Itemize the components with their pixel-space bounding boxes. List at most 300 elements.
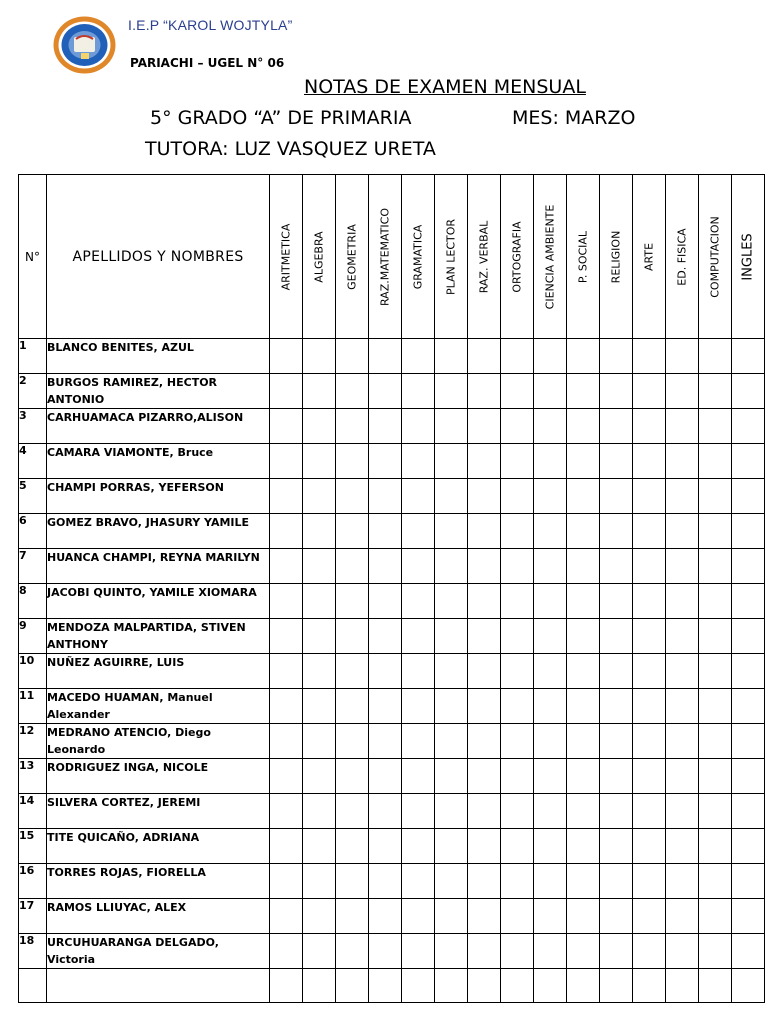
grade-cell[interactable] (270, 724, 303, 759)
grade-cell[interactable] (732, 654, 765, 689)
grade-cell[interactable] (633, 619, 666, 654)
grade-cell[interactable] (369, 759, 402, 794)
grade-cell[interactable] (567, 374, 600, 409)
empty-cell[interactable] (303, 969, 336, 1003)
grade-cell[interactable] (534, 479, 567, 514)
grade-cell[interactable] (501, 549, 534, 584)
grade-cell[interactable] (270, 794, 303, 829)
grade-cell[interactable] (534, 444, 567, 479)
student-name: BURGOS RAMIREZ, HECTOR ANTONIO (47, 374, 270, 409)
grade-cell[interactable] (468, 654, 501, 689)
grade-cell[interactable] (666, 864, 699, 899)
grade-cell[interactable] (336, 514, 369, 549)
grade-cell[interactable] (369, 549, 402, 584)
grade-cell[interactable] (600, 339, 633, 374)
grade-cell[interactable] (567, 619, 600, 654)
grade-cell[interactable] (270, 444, 303, 479)
grade-cell[interactable] (666, 444, 699, 479)
grade-cell[interactable] (402, 899, 435, 934)
grade-cell[interactable] (534, 689, 567, 724)
empty-cell[interactable] (19, 969, 47, 1003)
table-row-empty (19, 969, 765, 1003)
table-row (19, 584, 765, 619)
grade-cell[interactable] (303, 444, 336, 479)
grade-cell[interactable] (534, 409, 567, 444)
grade-cell[interactable] (369, 654, 402, 689)
grade-cell[interactable] (270, 339, 303, 374)
grade-cell[interactable] (699, 934, 732, 969)
grade-cell[interactable] (435, 339, 468, 374)
grade-cell[interactable] (600, 794, 633, 829)
grade-cell[interactable] (633, 479, 666, 514)
grade-cell[interactable] (270, 409, 303, 444)
grade-cell[interactable] (336, 339, 369, 374)
grade-cell[interactable] (303, 479, 336, 514)
empty-cell[interactable] (336, 969, 369, 1003)
grade-cell[interactable] (270, 899, 303, 934)
grade-cell[interactable] (303, 759, 336, 794)
grade-cell[interactable] (699, 514, 732, 549)
grade-cell[interactable] (732, 339, 765, 374)
grade-cell[interactable] (369, 689, 402, 724)
empty-cell[interactable] (534, 969, 567, 1003)
empty-cell[interactable] (369, 969, 402, 1003)
grade-cell[interactable] (501, 514, 534, 549)
grade-cell[interactable] (270, 864, 303, 899)
grade-cell[interactable] (336, 724, 369, 759)
grade-cell[interactable] (732, 864, 765, 899)
grade-cell[interactable] (369, 374, 402, 409)
grade-cell[interactable] (732, 514, 765, 549)
grade-cell[interactable] (303, 829, 336, 864)
grade-cell[interactable] (534, 864, 567, 899)
grade-cell[interactable] (666, 374, 699, 409)
student-name: BLANCO BENITES, AZUL (47, 339, 270, 374)
grade-cell[interactable] (600, 724, 633, 759)
grade-cell[interactable] (534, 549, 567, 584)
grade-cell[interactable] (732, 479, 765, 514)
grade-cell[interactable] (468, 759, 501, 794)
grade-cell[interactable] (303, 794, 336, 829)
grade-cell[interactable] (666, 689, 699, 724)
grade-cell[interactable] (402, 934, 435, 969)
grade-cell[interactable] (468, 409, 501, 444)
grade-cell[interactable] (303, 374, 336, 409)
grade-cell[interactable] (534, 759, 567, 794)
grade-cell[interactable] (732, 899, 765, 934)
empty-cell[interactable] (402, 969, 435, 1003)
grade-cell[interactable] (369, 794, 402, 829)
grade-cell[interactable] (435, 514, 468, 549)
grade-cell[interactable] (303, 409, 336, 444)
grade-cell[interactable] (369, 444, 402, 479)
grade-cell[interactable] (468, 794, 501, 829)
grade-cell[interactable] (435, 549, 468, 584)
grade-cell[interactable] (369, 724, 402, 759)
grade-cell[interactable] (600, 864, 633, 899)
grade-cell[interactable] (468, 934, 501, 969)
grade-cell[interactable] (600, 584, 633, 619)
grade-cell[interactable] (567, 514, 600, 549)
grade-cell[interactable] (699, 619, 732, 654)
grade-cell[interactable] (303, 864, 336, 899)
grade-cell[interactable] (369, 479, 402, 514)
student-number: 4 (19, 444, 47, 479)
grade-cell[interactable] (435, 689, 468, 724)
grade-cell[interactable] (402, 584, 435, 619)
grade-cell[interactable] (402, 864, 435, 899)
empty-cell[interactable] (270, 969, 303, 1003)
grade-cell[interactable] (369, 899, 402, 934)
grade-cell[interactable] (501, 409, 534, 444)
grade-cell[interactable] (699, 794, 732, 829)
grade-cell[interactable] (303, 514, 336, 549)
grade-cell[interactable] (567, 864, 600, 899)
grade-cell[interactable] (501, 759, 534, 794)
grade-cell[interactable] (369, 864, 402, 899)
grade-cell[interactable] (303, 934, 336, 969)
grade-cell[interactable] (600, 619, 633, 654)
grade-cell[interactable] (567, 934, 600, 969)
grade-cell[interactable] (534, 899, 567, 934)
grade-cell[interactable] (369, 339, 402, 374)
grade-cell[interactable] (666, 584, 699, 619)
grade-cell[interactable] (534, 619, 567, 654)
grade-cell[interactable] (435, 584, 468, 619)
grade-cell[interactable] (633, 584, 666, 619)
grade-cell[interactable] (699, 864, 732, 899)
grade-cell[interactable] (534, 829, 567, 864)
grade-cell[interactable] (534, 514, 567, 549)
grade-cell[interactable] (435, 794, 468, 829)
grade-cell[interactable] (336, 619, 369, 654)
grade-cell[interactable] (336, 584, 369, 619)
grade-cell[interactable] (402, 374, 435, 409)
grade-cell[interactable] (567, 584, 600, 619)
grade-cell[interactable] (633, 724, 666, 759)
grade-cell[interactable] (567, 794, 600, 829)
grade-cell[interactable] (501, 479, 534, 514)
grade-cell[interactable] (567, 654, 600, 689)
grade-cell[interactable] (567, 339, 600, 374)
grade-cell[interactable] (336, 689, 369, 724)
grade-cell[interactable] (402, 619, 435, 654)
grade-cell[interactable] (600, 899, 633, 934)
grade-cell[interactable] (567, 444, 600, 479)
grade-cell[interactable] (303, 584, 336, 619)
grade-cell[interactable] (501, 654, 534, 689)
grade-cell[interactable] (732, 724, 765, 759)
grade-cell[interactable] (402, 339, 435, 374)
grade-cell[interactable] (567, 689, 600, 724)
grade-cell[interactable] (534, 374, 567, 409)
grade-cell[interactable] (633, 794, 666, 829)
grade-cell[interactable] (501, 934, 534, 969)
grade-cell[interactable] (732, 794, 765, 829)
grade-cell[interactable] (369, 409, 402, 444)
grade-cell[interactable] (633, 689, 666, 724)
grade-cell[interactable] (600, 829, 633, 864)
grade-cell[interactable] (468, 864, 501, 899)
grade-cell[interactable] (501, 864, 534, 899)
grade-cell[interactable] (336, 654, 369, 689)
grade-cell[interactable] (468, 339, 501, 374)
grade-cell[interactable] (567, 899, 600, 934)
grade-cell[interactable] (402, 479, 435, 514)
subject-label: ARITMETICA (279, 223, 293, 290)
grade-cell[interactable] (369, 934, 402, 969)
grade-cell[interactable] (402, 654, 435, 689)
grade-cell[interactable] (468, 479, 501, 514)
grade-cell[interactable] (336, 409, 369, 444)
grade-cell[interactable] (435, 934, 468, 969)
subject-label: COMPUTACION (708, 215, 722, 298)
grade-cell[interactable] (732, 829, 765, 864)
grade-cell[interactable] (666, 934, 699, 969)
grade-cell[interactable] (600, 934, 633, 969)
grade-cell[interactable] (501, 374, 534, 409)
grade-cell[interactable] (633, 409, 666, 444)
grade-cell[interactable] (336, 444, 369, 479)
grade-cell[interactable] (732, 934, 765, 969)
grade-cell[interactable] (336, 374, 369, 409)
grade-cell[interactable] (270, 654, 303, 689)
grade-cell[interactable] (468, 689, 501, 724)
grade-cell[interactable] (699, 829, 732, 864)
grade-cell[interactable] (468, 444, 501, 479)
grade-cell[interactable] (336, 794, 369, 829)
grade-cell[interactable] (534, 934, 567, 969)
grade-cell[interactable] (468, 514, 501, 549)
grade-cell[interactable] (567, 724, 600, 759)
grade-cell[interactable] (336, 899, 369, 934)
grade-cell[interactable] (732, 689, 765, 724)
grade-cell[interactable] (435, 444, 468, 479)
grade-cell[interactable] (633, 654, 666, 689)
grade-cell[interactable] (270, 934, 303, 969)
grade-cell[interactable] (534, 724, 567, 759)
grade-cell[interactable] (699, 724, 732, 759)
grade-cell[interactable] (699, 339, 732, 374)
grade-cell[interactable] (501, 689, 534, 724)
empty-cell[interactable] (699, 969, 732, 1003)
grade-cell[interactable] (666, 759, 699, 794)
grade-cell[interactable] (600, 549, 633, 584)
grade-cell[interactable] (468, 549, 501, 584)
grade-cell[interactable] (270, 479, 303, 514)
grade-cell[interactable] (369, 584, 402, 619)
grade-cell[interactable] (600, 409, 633, 444)
grade-cell[interactable] (303, 724, 336, 759)
grade-cell[interactable] (633, 514, 666, 549)
grade-cell[interactable] (468, 724, 501, 759)
grade-cell[interactable] (303, 654, 336, 689)
grade-cell[interactable] (666, 549, 699, 584)
empty-cell[interactable] (47, 969, 270, 1003)
grade-cell[interactable] (600, 759, 633, 794)
grade-cell[interactable] (732, 374, 765, 409)
grade-cell[interactable] (501, 619, 534, 654)
month-label: MES: MARZO (512, 107, 636, 129)
grade-cell[interactable] (567, 829, 600, 864)
grade-cell[interactable] (633, 374, 666, 409)
grade-cell[interactable] (600, 689, 633, 724)
grade-cell[interactable] (534, 654, 567, 689)
grade-cell[interactable] (699, 444, 732, 479)
grade-cell[interactable] (369, 619, 402, 654)
grade-cell[interactable] (270, 514, 303, 549)
grade-cell[interactable] (666, 339, 699, 374)
grade-cell[interactable] (402, 794, 435, 829)
grade-cell[interactable] (402, 829, 435, 864)
grade-cell[interactable] (501, 339, 534, 374)
grade-cell[interactable] (699, 899, 732, 934)
grade-cell[interactable] (600, 479, 633, 514)
grade-cell[interactable] (435, 829, 468, 864)
grade-cell[interactable] (435, 409, 468, 444)
grade-cell[interactable] (633, 549, 666, 584)
subject-label: ORTOGRAFIA (510, 220, 524, 293)
grade-cell[interactable] (600, 654, 633, 689)
grade-cell[interactable] (666, 619, 699, 654)
grade-cell[interactable] (534, 584, 567, 619)
grade-cell[interactable] (666, 899, 699, 934)
grade-cell[interactable] (699, 654, 732, 689)
grade-cell[interactable] (270, 619, 303, 654)
grade-cell[interactable] (501, 829, 534, 864)
grade-cell[interactable] (567, 549, 600, 584)
grade-cell[interactable] (303, 899, 336, 934)
grade-cell[interactable] (435, 759, 468, 794)
grade-cell[interactable] (435, 899, 468, 934)
grade-cell[interactable] (468, 829, 501, 864)
grade-cell[interactable] (336, 479, 369, 514)
grade-cell[interactable] (567, 479, 600, 514)
grade-cell[interactable] (699, 479, 732, 514)
grade-cell[interactable] (402, 689, 435, 724)
grade-cell[interactable] (501, 444, 534, 479)
empty-cell[interactable] (468, 969, 501, 1003)
grade-cell[interactable] (534, 794, 567, 829)
grade-cell[interactable] (633, 829, 666, 864)
grade-cell[interactable] (699, 409, 732, 444)
grade-cell[interactable] (600, 444, 633, 479)
grade-cell[interactable] (732, 549, 765, 584)
grade-cell[interactable] (468, 374, 501, 409)
grade-cell[interactable] (402, 514, 435, 549)
grade-cell[interactable] (435, 619, 468, 654)
grade-cell[interactable] (666, 409, 699, 444)
grade-cell[interactable] (501, 794, 534, 829)
grade-cell[interactable] (501, 724, 534, 759)
grade-cell[interactable] (732, 759, 765, 794)
grade-cell[interactable] (699, 584, 732, 619)
grade-cell[interactable] (699, 759, 732, 794)
grade-cell[interactable] (336, 829, 369, 864)
grade-cell[interactable] (435, 654, 468, 689)
grade-cell[interactable] (369, 829, 402, 864)
grade-cell[interactable] (534, 339, 567, 374)
empty-cell[interactable] (501, 969, 534, 1003)
grade-cell[interactable] (600, 514, 633, 549)
grade-cell[interactable] (435, 374, 468, 409)
grade-cell[interactable] (567, 759, 600, 794)
empty-cell[interactable] (666, 969, 699, 1003)
grade-cell[interactable] (501, 584, 534, 619)
grade-cell[interactable] (270, 549, 303, 584)
grade-cell[interactable] (303, 339, 336, 374)
grade-cell[interactable] (699, 374, 732, 409)
grade-cell[interactable] (270, 759, 303, 794)
grade-cell[interactable] (468, 584, 501, 619)
grade-cell[interactable] (303, 619, 336, 654)
grade-cell[interactable] (402, 724, 435, 759)
grade-cell[interactable] (369, 514, 402, 549)
table-row (19, 654, 765, 689)
grade-cell[interactable] (270, 374, 303, 409)
grade-cell[interactable] (501, 899, 534, 934)
grade-cell[interactable] (435, 724, 468, 759)
grade-cell[interactable] (666, 514, 699, 549)
grade-cell[interactable] (270, 689, 303, 724)
grade-cell[interactable] (732, 619, 765, 654)
grade-cell[interactable] (666, 829, 699, 864)
grade-cell[interactable] (633, 899, 666, 934)
grade-cell[interactable] (468, 619, 501, 654)
grade-cell[interactable] (699, 689, 732, 724)
grade-cell[interactable] (402, 759, 435, 794)
empty-cell[interactable] (567, 969, 600, 1003)
grade-cell[interactable] (336, 759, 369, 794)
grade-cell[interactable] (336, 549, 369, 584)
empty-cell[interactable] (600, 969, 633, 1003)
grade-cell[interactable] (633, 864, 666, 899)
grade-cell[interactable] (732, 409, 765, 444)
grade-cell[interactable] (732, 444, 765, 479)
student-number: 11 (19, 689, 47, 724)
grade-cell[interactable] (435, 864, 468, 899)
grade-cell[interactable] (633, 759, 666, 794)
grade-cell[interactable] (303, 689, 336, 724)
grade-cell[interactable] (402, 444, 435, 479)
grade-cell[interactable] (435, 479, 468, 514)
grade-cell[interactable] (699, 549, 732, 584)
grade-cell[interactable] (303, 549, 336, 584)
grade-cell[interactable] (468, 899, 501, 934)
grade-cell[interactable] (600, 374, 633, 409)
grade-cell[interactable] (666, 654, 699, 689)
grade-cell[interactable] (402, 409, 435, 444)
empty-cell[interactable] (633, 969, 666, 1003)
grade-cell[interactable] (666, 724, 699, 759)
grade-cell[interactable] (633, 934, 666, 969)
empty-cell[interactable] (732, 969, 765, 1003)
grade-cell[interactable] (270, 829, 303, 864)
empty-cell[interactable] (435, 969, 468, 1003)
grade-cell[interactable] (666, 479, 699, 514)
grade-cell[interactable] (567, 409, 600, 444)
grade-cell[interactable] (666, 794, 699, 829)
grade-cell[interactable] (633, 444, 666, 479)
grade-cell[interactable] (633, 339, 666, 374)
student-number: 5 (19, 479, 47, 514)
subject-label: RAZ. VERBAL (477, 220, 491, 293)
grade-cell[interactable] (336, 934, 369, 969)
grade-cell[interactable] (732, 584, 765, 619)
grade-cell[interactable] (270, 584, 303, 619)
grade-cell[interactable] (402, 549, 435, 584)
grade-cell[interactable] (336, 864, 369, 899)
